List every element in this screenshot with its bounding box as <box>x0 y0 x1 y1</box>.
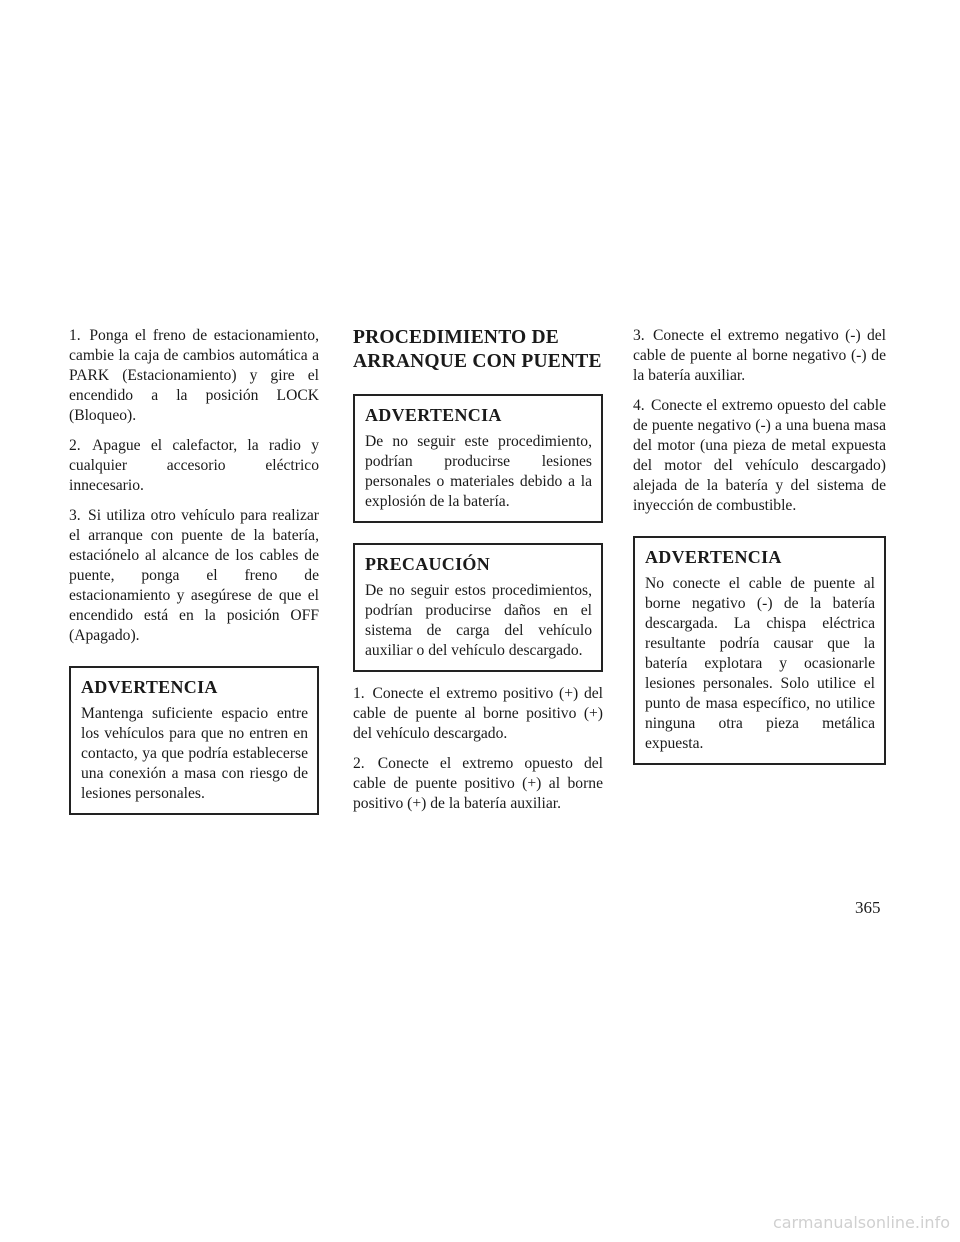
warning-text: De no seguir este procedimiento, podrían producirse lesiones personales o materiales debido a la explosión de la batería. <box>365 433 592 510</box>
step-text: Apague el calefactor, la radio y cualquier accesorio eléctrico innecesario. <box>69 437 319 494</box>
warning-text: No conecte el cable de puente al borne negativo (-) de la batería descargada. La chispa eléctrica resultante podría causar que la batería explotara y ocasionarle lesiones personales. Solo utilice el punto de masa específico, no utilice ninguna otra pieza metálica expuesta. <box>645 575 875 752</box>
step-text: Conecte el extremo opuesto del cable de puente positivo (+) al borne positivo (+) de la batería auxiliar. <box>353 755 603 812</box>
caution-title: PRECAUCIÓN <box>365 554 491 574</box>
warning-title: ADVERTENCIA <box>81 677 218 697</box>
step-text: Si utiliza otro vehículo para realizar el arranque con puente de la batería, estaciónelo al alcance de los cables de puente, ponga el freno de estacionamiento y asegúrese de que el encendido está en la posición OFF (Apagado). <box>69 507 319 644</box>
warning-box-negative-terminal <box>633 536 886 765</box>
step-text: Ponga el freno de estacionamiento, cambie la caja de cambios automática a PARK (Estacionamiento) y gire el encendido a la posición LOCK (Bloqueo). <box>69 327 320 424</box>
middle-column <box>353 326 603 824</box>
step-number: 2. <box>69 437 81 454</box>
step-number: 1. <box>69 327 81 344</box>
left-column <box>69 326 319 827</box>
warning-title: ADVERTENCIA <box>365 405 502 425</box>
step-2-accessories-off <box>69 436 319 496</box>
step-4-ground-connection <box>633 396 886 516</box>
step-number: 3. <box>633 327 645 344</box>
warning-text: Mantenga suficiente espacio entre los vehículos para que no entren en contacto, ya que podría establecerse una conexión a masa con riesgo de lesiones personales. <box>81 705 308 802</box>
warning-title: ADVERTENCIA <box>645 547 782 567</box>
caution-box-charging-system <box>353 543 603 672</box>
caution-text: De no seguir estos procedimientos, podrían producirse daños en el sistema de carga del vehículo auxiliar o del vehículo descargado. <box>365 582 592 659</box>
step-number: 1. <box>353 685 365 702</box>
step-3-position-vehicle <box>69 506 319 646</box>
section-heading: PROCEDIMIENTO DE ARRANQUE CON PUENTE <box>353 327 602 372</box>
warning-box-explosion <box>353 394 603 523</box>
step-1-park-brake <box>69 326 319 426</box>
right-column <box>633 326 886 777</box>
step-number: 4. <box>633 397 645 414</box>
step-number: 2. <box>353 755 365 772</box>
step-number: 3. <box>69 507 81 524</box>
step-1-connect-positive <box>353 684 603 744</box>
step-text: Conecte el extremo negativo (-) del cable de puente al borne negativo (-) de la batería auxiliar. <box>633 327 886 384</box>
step-text: Conecte el extremo opuesto del cable de puente negativo (-) a una buena masa del motor (una pieza de metal expuesta del motor del vehículo descargado) alejada de la batería y del sistema de inyección de combustible. <box>633 397 886 514</box>
watermark: carmanualsonline.info <box>772 1213 950 1232</box>
step-2-connect-positive-auxiliary <box>353 754 603 814</box>
page-number: 365 <box>855 898 881 917</box>
step-text: Conecte el extremo positivo (+) del cable de puente al borne positivo (+) del vehículo descargado. <box>353 685 603 742</box>
step-3-connect-negative <box>633 326 886 386</box>
warning-box-spacing <box>69 666 319 815</box>
